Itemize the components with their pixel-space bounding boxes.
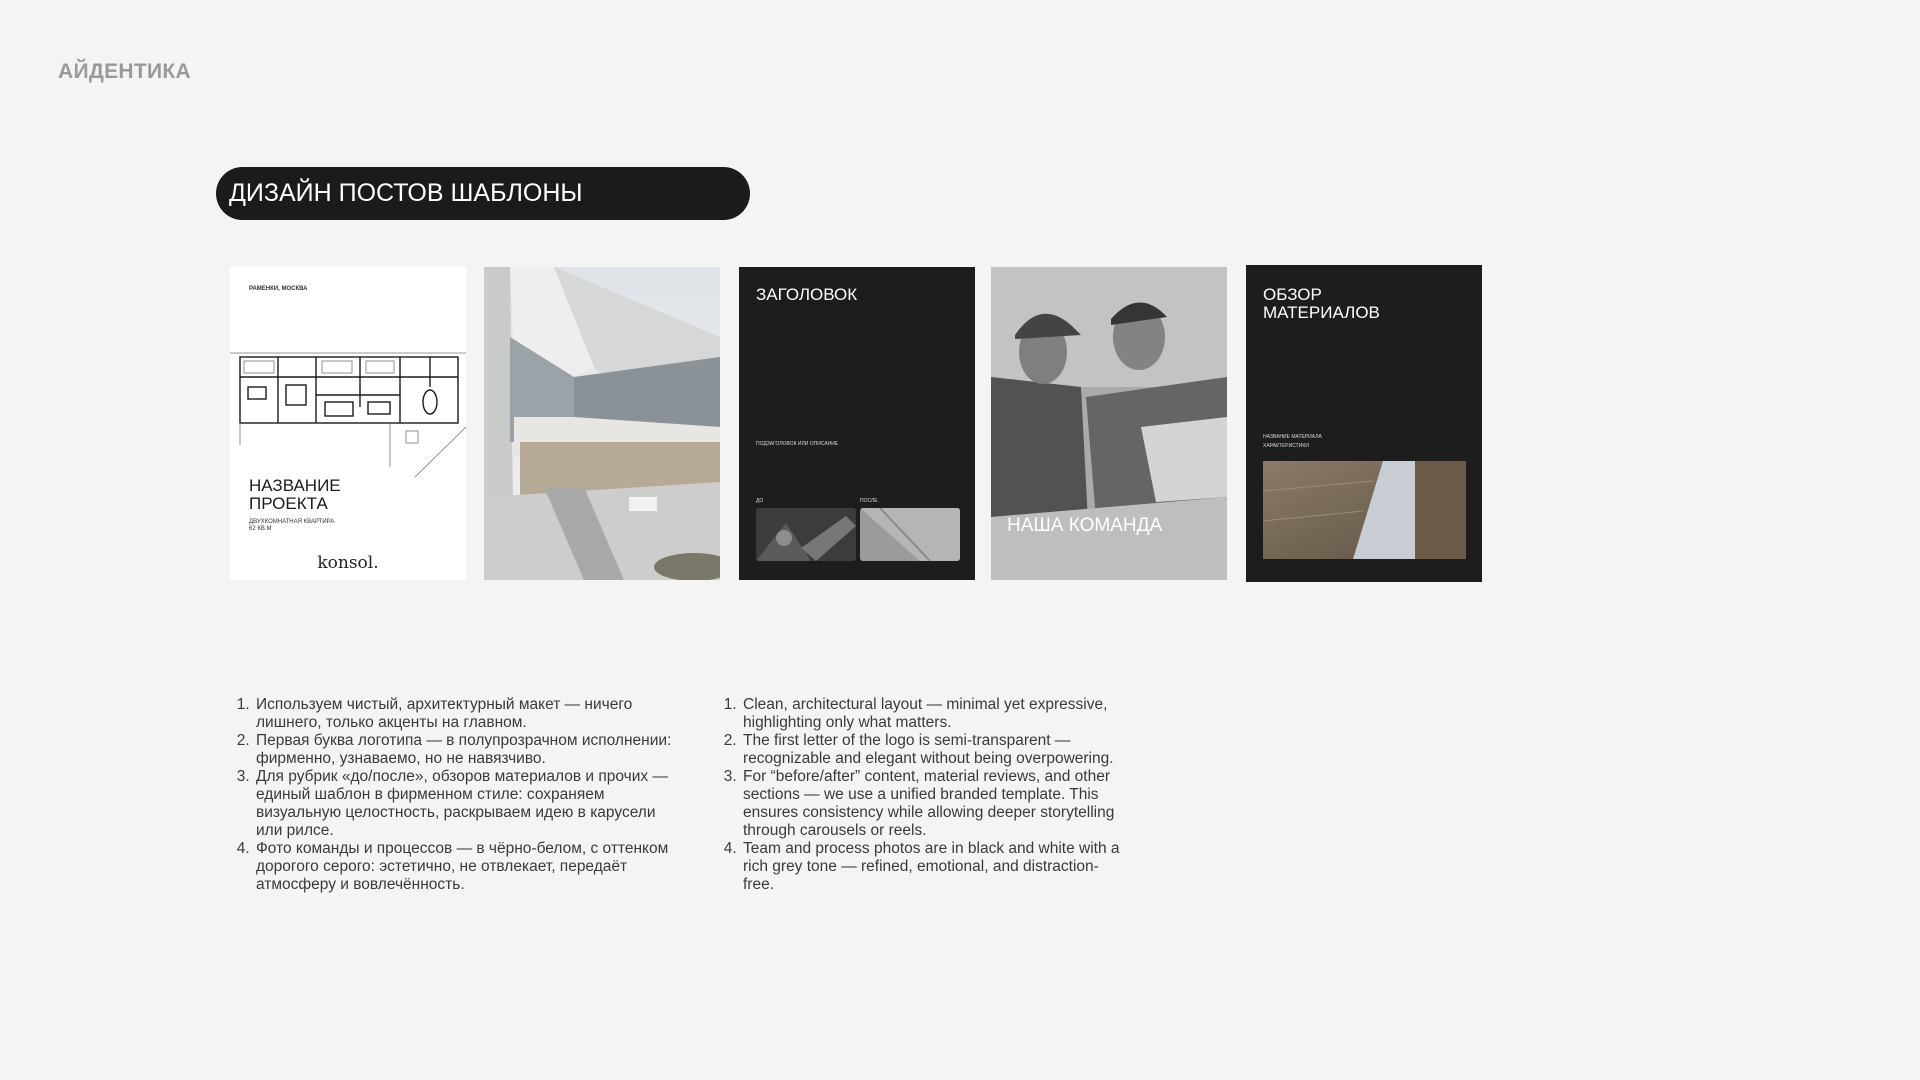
project-subtitle-line1: ДВУХКОМНАТНАЯ КВАРТИРА: [249, 519, 335, 525]
brand-logo: konsol.: [317, 553, 379, 573]
project-title: [249, 477, 341, 513]
project-location: РАМЕНКИ, МОСКВА: [249, 286, 308, 292]
template-card-materials: [1246, 265, 1482, 582]
before-after-heading: ЗАГОЛОВОК: [756, 285, 858, 304]
materials-subheading: [1263, 433, 1322, 451]
materials-sub-line1: НАЗВАНИЕ МАТЕРИАЛА: [1263, 434, 1322, 440]
note-en: 1. Clean, architectural layout — minimal yet expressive, highlighting only what matters.: [741, 696, 1121, 732]
template-card-before-after: [739, 267, 975, 580]
note-ru: 2. Первая буква логотипа — в полупрозрачном исполнении: фирменно, узнаваемо, но не навязчиво.: [254, 732, 674, 768]
section-title-text: ДИЗАЙН ПОСТОВ ШАБЛОНЫ: [229, 179, 583, 207]
notes-list-en: [717, 696, 1121, 894]
after-label: ПОСЛЕ: [860, 498, 878, 504]
before-label: ДО: [756, 498, 764, 504]
materials-photo: [1263, 461, 1466, 559]
after-photo: [860, 508, 960, 561]
team-heading: НАША КОМАНДА: [1007, 515, 1163, 536]
note-en: 2. The first letter of the logo is semi-transparent — recognizable and elegant without being overpowering.: [741, 732, 1121, 768]
materials-heading: [1263, 286, 1380, 322]
note-ru: 1. Используем чистый, архитектурный макет — ничего лишнего, только акценты на главном.: [254, 696, 674, 732]
template-card-project: [230, 267, 466, 580]
materials-heading-line1: ОБЗОР: [1263, 285, 1322, 304]
brand-label: АЙДЕНТИКА: [58, 60, 191, 83]
before-photo: [756, 508, 856, 561]
project-title-line2: ПРОЕКТА: [249, 494, 328, 513]
architecture-photo: [484, 267, 720, 580]
materials-sub-line2: ХАРАКТЕРИСТИКИ: [1263, 443, 1309, 449]
project-subtitle-line2: 62 КВ.М: [249, 526, 272, 532]
project-subtitle: [249, 519, 334, 533]
template-card-architecture: [484, 267, 720, 580]
note-en: 4. Team and process photos are in black and white with a rich grey tone — refined, emotional, and distraction-free.: [741, 840, 1121, 894]
notes-list-ru: [230, 696, 674, 894]
section-title: [216, 167, 750, 220]
template-card-team: [991, 267, 1227, 580]
materials-heading-line2: МАТЕРИАЛОВ: [1263, 303, 1380, 322]
note-ru: 3. Для рубрик «до/после», обзоров материалов и прочих — единый шаблон в фирменном стиле: сохраняем визуальную целостность, раскрываем идею в карусели или рилсе.: [254, 768, 674, 840]
note-ru: 4. Фото команды и процессов — в чёрно-белом, с оттенком дорогого серого: эстетично, не отвлекает, передаёт атмосферу и вовлечённость.: [254, 840, 674, 894]
before-after-subheading: ПОДЗАГОЛОВОК ИЛИ ОПИСАНИЕ: [756, 441, 839, 447]
project-title-line1: НАЗВАНИЕ: [249, 476, 341, 495]
floor-plan-image: [230, 347, 466, 477]
note-en: 3. For “before/after” content, material reviews, and other sections — we use a unified branded template. This ensures consistency while allowing deeper storytelling through carousels or reels.: [741, 768, 1121, 840]
